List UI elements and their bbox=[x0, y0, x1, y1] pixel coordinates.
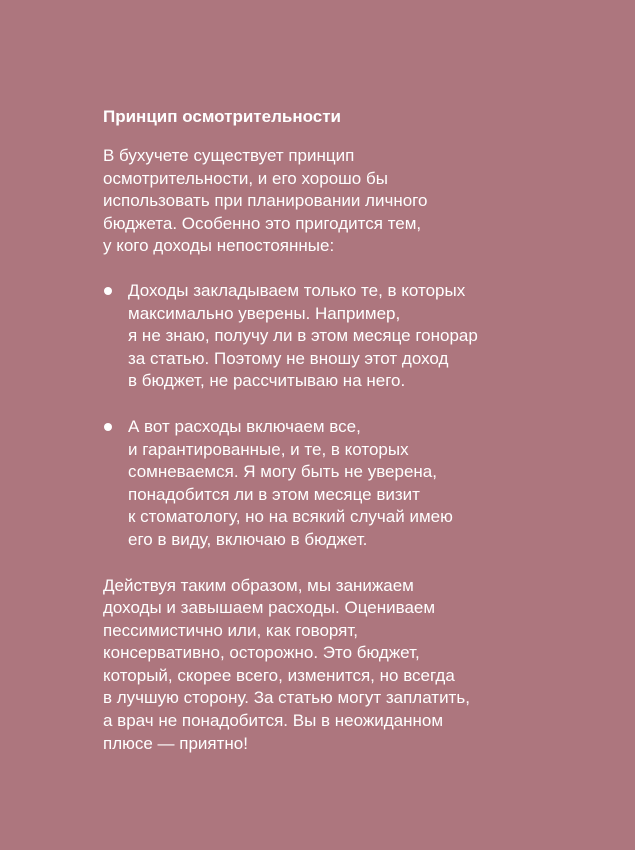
closing-line: пессимистично или, как говорят, bbox=[103, 620, 358, 640]
intro-line: В бухучете существует принцип bbox=[103, 146, 355, 165]
intro-line: осмотрительности, и его хорошо бы bbox=[103, 168, 388, 188]
bullet-item-expenses bbox=[103, 416, 543, 552]
bullet-line: его в виду, включаю в бюджет. bbox=[128, 529, 368, 549]
closing-line: консервативно, осторожно. Это бюджет, bbox=[103, 643, 420, 663]
bullet-line: и гарантированные, и те, в которых bbox=[128, 439, 409, 459]
closing-line: в лучшую сторону. За статью могут заплатить, bbox=[103, 688, 470, 708]
closing-paragraph bbox=[103, 575, 543, 756]
closing-line: доходы и завышаем расходы. Оцениваем bbox=[103, 598, 436, 618]
bullet-line: максимально уверены. Например, bbox=[128, 303, 401, 323]
closing-line: который, скорее всего, изменится, но всегда bbox=[103, 665, 455, 685]
closing-line: Действуя таким образом, мы занижаем bbox=[103, 575, 414, 595]
bullet-line: за статью. Поэтому не вношу этот доход bbox=[128, 348, 449, 368]
intro-line: бюджета. Особенно это пригодится тем, bbox=[103, 213, 422, 233]
intro-paragraph bbox=[103, 145, 543, 258]
intro-line: использовать при планировании личного bbox=[103, 191, 428, 211]
bullet-line: к стоматологу, но на всякий случай имею bbox=[128, 507, 453, 527]
closing-line: а врач не понадобится. Вы в неожиданном bbox=[103, 711, 444, 731]
bullet-item-income bbox=[103, 280, 543, 393]
bullet-line: в бюджет, не рассчитываю на него. bbox=[128, 371, 406, 391]
bullet-line: сомневаемся. Я могу быть не уверена, bbox=[128, 462, 437, 482]
content-column bbox=[103, 106, 543, 755]
bullet-line: А вот расходы включаем все, bbox=[128, 416, 361, 436]
section-heading: Принцип осмотрительности bbox=[103, 107, 341, 126]
bullet-dot-icon bbox=[104, 287, 112, 295]
bullet-line: понадобится ли в этом месяце визит bbox=[128, 484, 420, 504]
bullet-line: Доходы закладываем только те, в которых bbox=[128, 280, 466, 300]
bullet-dot-icon bbox=[104, 423, 112, 431]
bullet-line: я не знаю, получу ли в этом месяце гонорар bbox=[128, 326, 478, 346]
bullet-list bbox=[103, 280, 543, 552]
closing-line: плюсе — приятно! bbox=[103, 733, 248, 753]
intro-line: у кого доходы непостоянные: bbox=[103, 236, 335, 256]
